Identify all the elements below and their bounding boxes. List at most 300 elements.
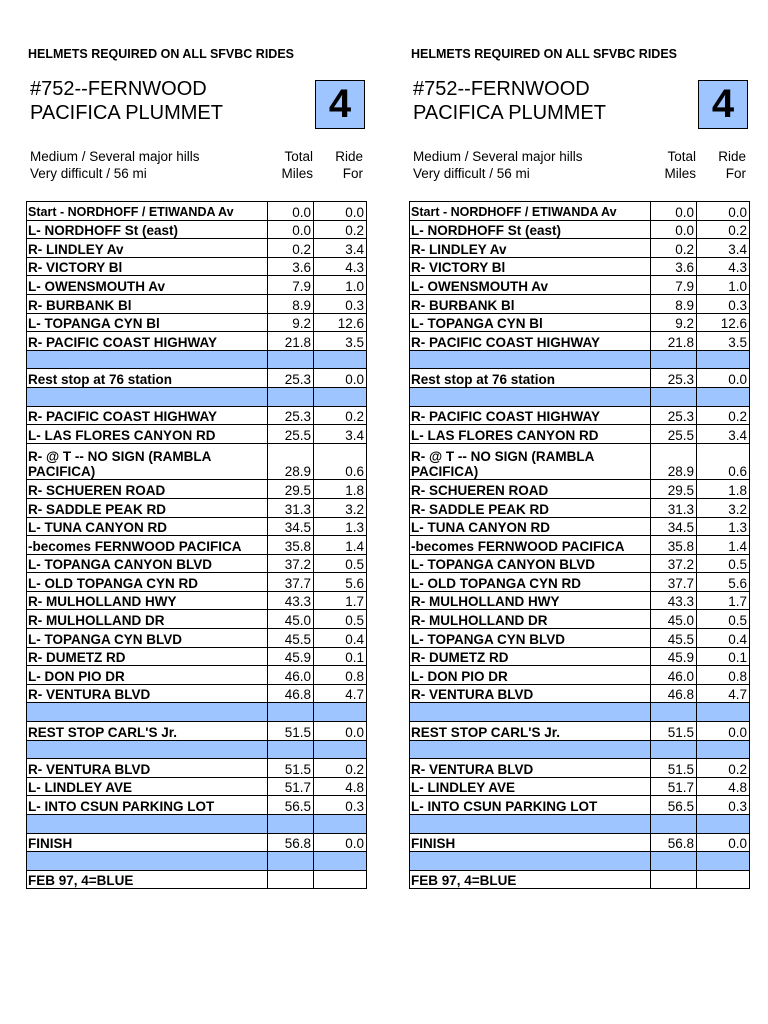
cue-label: R- LINDLEY Av — [410, 239, 651, 258]
column-header-total-miles — [264, 148, 313, 182]
cue-label: Rest stop at 76 station — [410, 369, 651, 388]
total-miles-cell: 29.5 — [268, 480, 314, 499]
total-miles-cell: 25.3 — [268, 406, 314, 425]
helmet-notice: HELMETS REQUIRED ON ALL SFVBC RIDES — [28, 47, 294, 61]
column-header-total-line1: Total — [284, 149, 313, 164]
table-row — [410, 796, 750, 815]
ride-for-cell: 0.5 — [314, 610, 367, 629]
cue-label — [27, 703, 268, 722]
table-row — [410, 406, 750, 425]
cue-label: R- VICTORY Bl — [410, 257, 651, 276]
column-header-total-miles — [647, 148, 696, 182]
route-info — [30, 148, 200, 182]
ride-for-cell: 0.5 — [697, 554, 750, 573]
ride-for-cell — [697, 703, 750, 722]
table-row — [410, 313, 750, 332]
ride-for-cell: 0.2 — [697, 220, 750, 239]
cue-label: L- NORDHOFF St (east) — [410, 220, 651, 239]
total-miles-cell — [651, 852, 697, 871]
route-title-line2: PACIFICA PLUMMET — [30, 102, 223, 124]
cue-label: L- TOPANGA CYN BLVD — [27, 629, 268, 648]
table-row — [27, 629, 367, 648]
ride-for-cell: 4.8 — [314, 777, 367, 796]
ride-for-cell — [314, 350, 367, 369]
total-miles-cell: 9.2 — [268, 313, 314, 332]
table-row — [410, 350, 750, 369]
total-miles-cell — [651, 350, 697, 369]
cue-label: -becomes FERNWOOD PACIFICA — [410, 536, 651, 555]
ride-for-cell — [697, 815, 750, 834]
total-miles-cell — [651, 740, 697, 759]
ride-for-cell: 1.8 — [314, 480, 367, 499]
total-miles-cell: 46.0 — [268, 666, 314, 685]
ride-for-cell — [314, 815, 367, 834]
cue-label: L- NORDHOFF St (east) — [27, 220, 268, 239]
ride-for-cell: 3.5 — [697, 332, 750, 351]
cue-label: L- INTO CSUN PARKING LOT — [410, 796, 651, 815]
ride-for-cell: 1.7 — [314, 591, 367, 610]
difficulty-badge: 4 — [698, 80, 748, 129]
cue-label: R- BURBANK Bl — [410, 294, 651, 313]
total-miles-cell: 45.0 — [651, 610, 697, 629]
total-miles-cell: 3.6 — [651, 257, 697, 276]
table-row — [410, 684, 750, 703]
cue-label: Start - NORDHOFF / ETIWANDA Av — [410, 202, 651, 221]
cue-label: FINISH — [410, 833, 651, 852]
total-miles-cell: 51.5 — [651, 722, 697, 741]
table-row — [410, 536, 750, 555]
total-miles-cell: 25.3 — [268, 369, 314, 388]
route-title-line1: #752--FERNWOOD — [30, 78, 207, 100]
table-row — [27, 796, 367, 815]
total-miles-cell: 51.7 — [268, 777, 314, 796]
table-row — [410, 498, 750, 517]
ride-for-cell: 0.0 — [314, 722, 367, 741]
total-miles-cell: 43.3 — [651, 591, 697, 610]
cue-label: L- TOPANGA CANYON BLVD — [27, 554, 268, 573]
table-row — [27, 369, 367, 388]
cue-label: R- VENTURA BLVD — [410, 684, 651, 703]
total-miles-cell: 45.0 — [268, 610, 314, 629]
total-miles-cell: 51.5 — [268, 759, 314, 778]
route-table — [26, 201, 367, 889]
ride-for-cell: 12.6 — [697, 313, 750, 332]
total-miles-cell: 7.9 — [268, 276, 314, 295]
ride-for-cell — [697, 852, 750, 871]
cue-label — [410, 815, 651, 834]
table-row — [410, 833, 750, 852]
ride-for-cell: 3.2 — [697, 498, 750, 517]
ride-for-cell: 0.5 — [697, 610, 750, 629]
ride-for-cell: 0.8 — [697, 666, 750, 685]
cue-label: R- BURBANK Bl — [27, 294, 268, 313]
ride-for-cell: 3.4 — [314, 425, 367, 444]
cue-label — [27, 350, 268, 369]
ride-for-cell: 4.7 — [697, 684, 750, 703]
cue-label: FINISH — [27, 833, 268, 852]
cue-label: L- LINDLEY AVE — [27, 777, 268, 796]
total-miles-cell: 56.5 — [651, 796, 697, 815]
table-row — [410, 220, 750, 239]
cue-label — [27, 815, 268, 834]
route-info — [413, 148, 583, 182]
ride-for-cell: 5.6 — [697, 573, 750, 592]
cue-label: R- DUMETZ RD — [27, 647, 268, 666]
table-row — [410, 722, 750, 741]
route-table-body — [27, 202, 367, 889]
cue-label: R- MULHOLLAND HWY — [410, 591, 651, 610]
cue-label: R- VENTURA BLVD — [410, 759, 651, 778]
table-row — [27, 220, 367, 239]
ride-for-cell: 4.8 — [697, 777, 750, 796]
ride-for-cell: 1.8 — [697, 480, 750, 499]
total-miles-cell: 0.0 — [651, 202, 697, 221]
ride-for-cell: 1.4 — [697, 536, 750, 555]
route-info-line1: Medium / Several major hills — [30, 149, 200, 164]
helmet-notice: HELMETS REQUIRED ON ALL SFVBC RIDES — [411, 47, 677, 61]
cue-label: L- TOPANGA CANYON BLVD — [410, 554, 651, 573]
route-title — [413, 77, 606, 125]
total-miles-cell: 34.5 — [268, 517, 314, 536]
table-row — [410, 666, 750, 685]
ride-for-cell — [314, 387, 367, 406]
total-miles-cell: 45.9 — [268, 647, 314, 666]
cue-label: L- LAS FLORES CANYON RD — [27, 425, 268, 444]
cue-label: Rest stop at 76 station — [27, 369, 268, 388]
table-row — [27, 740, 367, 759]
route-title-line2: PACIFICA PLUMMET — [413, 102, 606, 124]
cue-label: L- INTO CSUN PARKING LOT — [27, 796, 268, 815]
table-row — [27, 350, 367, 369]
total-miles-cell: 28.9 — [651, 443, 697, 480]
total-miles-cell: 56.5 — [268, 796, 314, 815]
route-info-line2: Very difficult / 56 mi — [30, 166, 147, 181]
ride-for-cell: 3.4 — [697, 425, 750, 444]
ride-for-cell: 3.5 — [314, 332, 367, 351]
table-row — [410, 517, 750, 536]
ride-for-cell: 4.3 — [697, 257, 750, 276]
total-miles-cell: 43.3 — [268, 591, 314, 610]
table-row — [27, 722, 367, 741]
ride-for-cell: 0.2 — [314, 759, 367, 778]
total-miles-cell — [268, 387, 314, 406]
ride-for-cell: 0.4 — [314, 629, 367, 648]
total-miles-cell — [651, 815, 697, 834]
cue-label: L- LINDLEY AVE — [410, 777, 651, 796]
ride-for-cell: 0.3 — [697, 796, 750, 815]
ride-for-cell: 0.2 — [314, 406, 367, 425]
table-row — [27, 498, 367, 517]
route-info-line1: Medium / Several major hills — [413, 149, 583, 164]
cue-label: R- PACIFIC COAST HIGHWAY — [27, 332, 268, 351]
cue-label — [27, 387, 268, 406]
table-row — [27, 239, 367, 258]
ride-for-cell: 5.6 — [314, 573, 367, 592]
cue-label: L- TOPANGA CYN Bl — [410, 313, 651, 332]
cue-label: R- VICTORY Bl — [27, 257, 268, 276]
table-row — [27, 313, 367, 332]
table-row — [410, 852, 750, 871]
total-miles-cell: 25.5 — [651, 425, 697, 444]
ride-for-cell — [697, 350, 750, 369]
cue-label — [27, 740, 268, 759]
cue-label — [410, 387, 651, 406]
cue-label: R- @ T -- NO SIGN (RAMBLA PACIFICA) — [27, 443, 268, 480]
column-header-ride-line2: For — [342, 166, 363, 181]
ride-for-cell: 0.3 — [697, 294, 750, 313]
column-header-ride-line1: Ride — [335, 149, 363, 164]
cue-label: L- TUNA CANYON RD — [410, 517, 651, 536]
cue-label: FEB 97, 4=BLUE — [410, 870, 651, 889]
table-row — [410, 480, 750, 499]
cue-label: R- PACIFIC COAST HIGHWAY — [410, 406, 651, 425]
table-row — [27, 759, 367, 778]
column-header-ride-line2: For — [725, 166, 746, 181]
table-row — [27, 573, 367, 592]
ride-for-cell: 0.8 — [314, 666, 367, 685]
total-miles-cell — [268, 740, 314, 759]
table-row — [27, 610, 367, 629]
cue-label: L- OWENSMOUTH Av — [27, 276, 268, 295]
ride-for-cell: 4.7 — [314, 684, 367, 703]
total-miles-cell: 46.0 — [651, 666, 697, 685]
total-miles-cell: 0.2 — [651, 239, 697, 258]
ride-for-cell: 0.3 — [314, 796, 367, 815]
total-miles-cell: 0.0 — [268, 220, 314, 239]
table-row — [410, 332, 750, 351]
total-miles-cell: 34.5 — [651, 517, 697, 536]
ride-for-cell: 0.0 — [314, 833, 367, 852]
ride-for-cell: 0.0 — [314, 369, 367, 388]
total-miles-cell: 9.2 — [651, 313, 697, 332]
ride-for-cell: 0.2 — [697, 406, 750, 425]
ride-for-cell: 0.0 — [697, 202, 750, 221]
cue-label: REST STOP CARL'S Jr. — [410, 722, 651, 741]
ride-for-cell — [314, 703, 367, 722]
table-row — [410, 777, 750, 796]
table-row — [27, 684, 367, 703]
table-row — [410, 387, 750, 406]
column-header-total-line2: Miles — [664, 166, 696, 181]
table-row — [27, 833, 367, 852]
table-row — [27, 554, 367, 573]
total-miles-cell — [651, 870, 697, 889]
total-miles-cell: 28.9 — [268, 443, 314, 480]
table-row — [410, 276, 750, 295]
cue-label: R- LINDLEY Av — [27, 239, 268, 258]
cue-label: R- MULHOLLAND HWY — [27, 591, 268, 610]
cue-label — [410, 350, 651, 369]
table-row — [27, 666, 367, 685]
cue-label: L- DON PIO DR — [27, 666, 268, 685]
route-title — [30, 77, 223, 125]
ride-for-cell: 1.7 — [697, 591, 750, 610]
ride-for-cell: 0.0 — [697, 722, 750, 741]
total-miles-cell: 8.9 — [651, 294, 697, 313]
total-miles-cell: 3.6 — [268, 257, 314, 276]
table-row — [410, 443, 750, 480]
total-miles-cell: 51.7 — [651, 777, 697, 796]
total-miles-cell: 51.5 — [651, 759, 697, 778]
total-miles-cell: 56.8 — [268, 833, 314, 852]
total-miles-cell: 31.3 — [268, 498, 314, 517]
table-row — [410, 425, 750, 444]
cue-label — [410, 740, 651, 759]
total-miles-cell: 37.7 — [651, 573, 697, 592]
total-miles-cell: 21.8 — [651, 332, 697, 351]
table-row — [27, 591, 367, 610]
total-miles-cell — [268, 815, 314, 834]
table-row — [27, 202, 367, 221]
table-row — [410, 759, 750, 778]
total-miles-cell: 56.8 — [651, 833, 697, 852]
table-row — [410, 591, 750, 610]
cue-label: L- TOPANGA CYN Bl — [27, 313, 268, 332]
ride-for-cell: 0.6 — [697, 443, 750, 480]
ride-for-cell: 0.0 — [697, 369, 750, 388]
cue-label: R- SCHUEREN ROAD — [410, 480, 651, 499]
table-row — [410, 629, 750, 648]
total-miles-cell: 0.0 — [268, 202, 314, 221]
column-header-total-line1: Total — [667, 149, 696, 164]
table-row — [410, 573, 750, 592]
total-miles-cell: 21.8 — [268, 332, 314, 351]
cue-label: R- MULHOLLAND DR — [410, 610, 651, 629]
cue-label: L- TOPANGA CYN BLVD — [410, 629, 651, 648]
column-header-total-line2: Miles — [281, 166, 313, 181]
table-row — [410, 239, 750, 258]
total-miles-cell: 25.3 — [651, 369, 697, 388]
cue-label: R- DUMETZ RD — [410, 647, 651, 666]
total-miles-cell: 7.9 — [651, 276, 697, 295]
ride-for-cell: 1.0 — [697, 276, 750, 295]
total-miles-cell: 45.5 — [651, 629, 697, 648]
cue-label: FEB 97, 4=BLUE — [27, 870, 268, 889]
table-row — [410, 554, 750, 573]
table-row — [27, 852, 367, 871]
table-row — [27, 425, 367, 444]
cue-label: R- PACIFIC COAST HIGHWAY — [27, 406, 268, 425]
cue-label: L- LAS FLORES CANYON RD — [410, 425, 651, 444]
ride-for-cell: 0.0 — [697, 833, 750, 852]
table-row — [27, 294, 367, 313]
table-row — [27, 480, 367, 499]
total-miles-cell: 37.2 — [651, 554, 697, 573]
total-miles-cell: 8.9 — [268, 294, 314, 313]
total-miles-cell: 45.9 — [651, 647, 697, 666]
ride-for-cell: 1.3 — [697, 517, 750, 536]
total-miles-cell: 25.5 — [268, 425, 314, 444]
route-title-line1: #752--FERNWOOD — [413, 78, 590, 100]
table-row — [27, 703, 367, 722]
cue-label: R- SCHUEREN ROAD — [27, 480, 268, 499]
ride-for-cell: 0.4 — [697, 629, 750, 648]
cue-label: R- @ T -- NO SIGN (RAMBLA PACIFICA) — [410, 443, 651, 480]
total-miles-cell: 31.3 — [651, 498, 697, 517]
cue-label: L- OLD TOPANGA CYN RD — [27, 573, 268, 592]
total-miles-cell: 46.8 — [651, 684, 697, 703]
cue-label — [27, 852, 268, 871]
table-row — [410, 610, 750, 629]
total-miles-cell — [651, 703, 697, 722]
table-row — [27, 387, 367, 406]
cue-label — [410, 852, 651, 871]
table-row — [410, 740, 750, 759]
total-miles-cell — [268, 703, 314, 722]
total-miles-cell: 29.5 — [651, 480, 697, 499]
ride-for-cell — [314, 740, 367, 759]
table-row — [27, 870, 367, 889]
route-table — [409, 201, 750, 889]
cue-label: R- VENTURA BLVD — [27, 684, 268, 703]
cue-label: R- SADDLE PEAK RD — [27, 498, 268, 517]
total-miles-cell: 37.2 — [268, 554, 314, 573]
total-miles-cell: 0.2 — [268, 239, 314, 258]
column-header-ride-for — [705, 148, 746, 182]
ride-for-cell — [697, 870, 750, 889]
ride-for-cell: 1.3 — [314, 517, 367, 536]
ride-for-cell: 0.6 — [314, 443, 367, 480]
total-miles-cell: 25.3 — [651, 406, 697, 425]
ride-for-cell — [697, 740, 750, 759]
cue-label: R- PACIFIC COAST HIGHWAY — [410, 332, 651, 351]
cue-label: L- OWENSMOUTH Av — [410, 276, 651, 295]
ride-for-cell: 3.4 — [314, 239, 367, 258]
table-row — [27, 257, 367, 276]
difficulty-badge: 4 — [315, 80, 365, 129]
ride-for-cell: 3.4 — [697, 239, 750, 258]
ride-for-cell: 0.2 — [314, 220, 367, 239]
route-table-body — [410, 202, 750, 889]
table-row — [410, 202, 750, 221]
total-miles-cell: 35.8 — [651, 536, 697, 555]
table-row — [27, 647, 367, 666]
ride-for-cell: 0.3 — [314, 294, 367, 313]
cue-label: Start - NORDHOFF / ETIWANDA Av — [27, 202, 268, 221]
ride-for-cell: 3.2 — [314, 498, 367, 517]
column-header-ride-for — [322, 148, 363, 182]
cue-label — [410, 703, 651, 722]
table-row — [410, 870, 750, 889]
total-miles-cell: 35.8 — [268, 536, 314, 555]
total-miles-cell: 0.0 — [651, 220, 697, 239]
table-row — [410, 703, 750, 722]
table-row — [27, 406, 367, 425]
total-miles-cell — [268, 350, 314, 369]
ride-for-cell: 0.2 — [697, 759, 750, 778]
cue-label: R- MULHOLLAND DR — [27, 610, 268, 629]
ride-for-cell: 0.1 — [314, 647, 367, 666]
ride-for-cell: 0.1 — [697, 647, 750, 666]
cue-label: R- VENTURA BLVD — [27, 759, 268, 778]
table-row — [410, 647, 750, 666]
total-miles-cell — [268, 852, 314, 871]
table-row — [410, 294, 750, 313]
ride-for-cell: 4.3 — [314, 257, 367, 276]
table-row — [27, 536, 367, 555]
cue-label: R- SADDLE PEAK RD — [410, 498, 651, 517]
column-header-ride-line1: Ride — [718, 149, 746, 164]
total-miles-cell: 37.7 — [268, 573, 314, 592]
ride-for-cell: 1.4 — [314, 536, 367, 555]
total-miles-cell — [268, 870, 314, 889]
ride-for-cell — [697, 387, 750, 406]
table-row — [410, 815, 750, 834]
ride-for-cell — [314, 852, 367, 871]
total-miles-cell: 46.8 — [268, 684, 314, 703]
table-row — [27, 777, 367, 796]
ride-for-cell: 0.0 — [314, 202, 367, 221]
